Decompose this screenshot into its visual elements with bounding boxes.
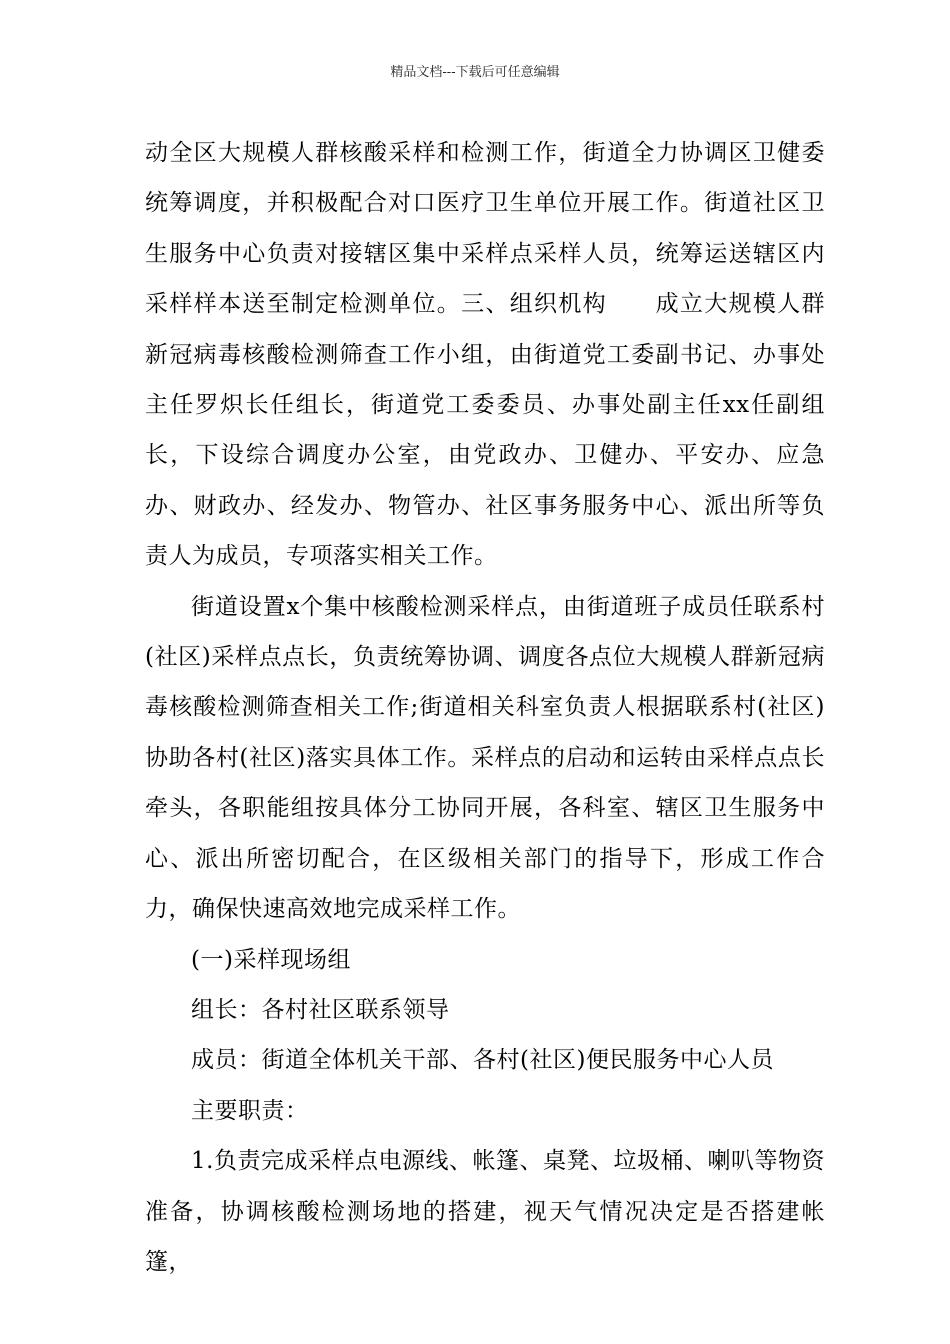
paragraph-continuation: 动全区大规模人群核酸采样和检测工作，街道全力协调区卫健委统筹调度，并积极配合对口医疗卫生单位开展工作。街道社区卫生服务中心负责对接辖区集中采样点采样人员，统筹运送辖区内采样样本送至制定检测单位。三、组织机构 成立大规模人群新冠病毒核酸检测筛查工作小组，由街道党工委副书记、办事处主任罗炽长任组长，街道党工委委员、办事处副主任xx任副组长，下设综合调度办公室，由党政办、卫健办、平安办、应急办、财政办、经发办、物管办、社区事务服务中心、派出所等负责人为成员，专项落实相关工作。 [145, 140, 825, 570]
paragraph-sampling-points: 街道设置x个集中核酸检测采样点，由街道班子成员任联系村(社区)采样点点长，负责统筹协调、调度各点位大规模人群新冠病毒核酸检测筛查相关工作;街道相关科室负责人根据联系村(社区)协助各村(社区)落实具体工作。采样点的启动和运转由采样点点长牵头，各职能组按具体分工协同开展，各科室、辖区卫生服务中心、派出所密切配合，在区级相关部门的指导下，形成工作合力，确保快速高效地完成采样工作。 [145, 593, 825, 923]
group-leader-line: 组长：各村社区联系领导 [191, 996, 450, 1023]
duty-item-1: 1.负责完成采样点电源线、帐篷、桌凳、垃圾桶、喇叭等物资准备，协调核酸检测场地的搭建，视天气情况决定是否搭建帐篷， [145, 1148, 825, 1275]
group-members-line: 成员：街道全体机关干部、各村(社区)便民服务中心人员 [191, 1047, 774, 1074]
main-duties-label: 主要职责： [191, 1097, 309, 1124]
page-header: 精品文档---下载后可任意编辑 [390, 65, 560, 80]
section-heading-sampling-site-group: (一)采样现场组 [191, 946, 351, 973]
document-body [145, 128, 825, 1287]
